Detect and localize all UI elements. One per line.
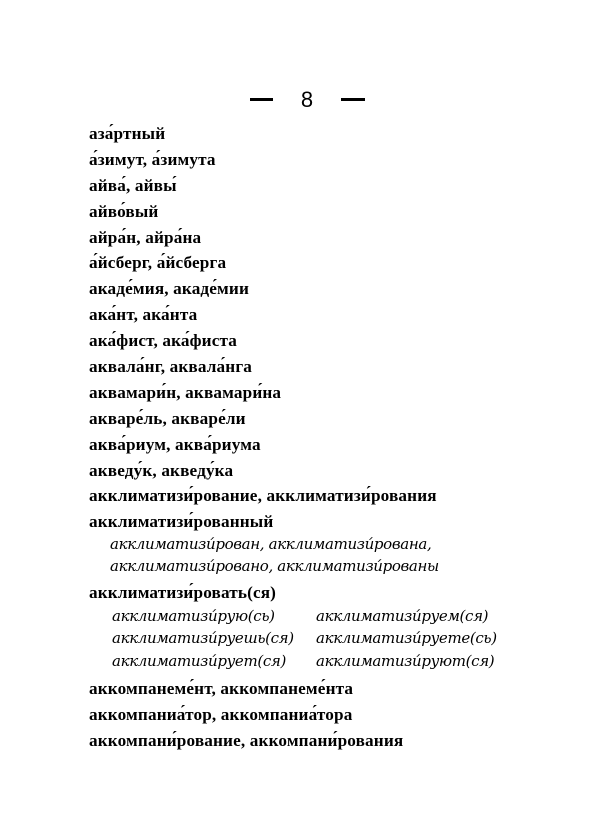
- verb-entry: акклиматизи́ровать(ся): [89, 583, 277, 603]
- dictionary-entry: акаде́мия, акаде́мии: [89, 279, 250, 299]
- conjugation-form: акклиматизи́рует(ся): [112, 651, 286, 670]
- participle-forms: [89, 533, 569, 577]
- dictionary-entry: аккомпани́рование, аккомпани́рования: [89, 730, 404, 750]
- conjugation-form: акклиматизи́руешь(ся): [112, 629, 294, 648]
- dictionary-entry: аза́ртный: [89, 124, 166, 143]
- dictionary-entry: ака́нт, ака́нта: [89, 305, 198, 325]
- dictionary-entry: аквала́нг, аквала́нга: [89, 357, 253, 377]
- left-dash-decoration: [250, 98, 273, 101]
- dictionary-entry: ака́фист, ака́фиста: [89, 331, 238, 351]
- conjugation-form: акклиматизи́руют(ся): [316, 651, 495, 670]
- dictionary-entry: акклиматизи́рование, акклиматизи́рования: [89, 486, 437, 506]
- participle-forms-line: акклиматизи́рован, акклиматизи́рована,: [110, 535, 432, 554]
- dictionary-entry: аква́риум, аква́риума: [89, 434, 261, 454]
- dictionary-entry: аккомпаниа́тор, аккомпаниа́тора: [89, 704, 353, 724]
- dictionary-entry: а́йсберг, а́йсберга: [89, 253, 227, 273]
- conjugation-form: акклиматизи́руем(ся): [316, 607, 489, 626]
- conjugation-form: акклиматизи́рую(сь): [112, 607, 275, 626]
- dictionary-entry: акведу́к, акведу́ка: [89, 460, 234, 480]
- dictionary-entry: айра́н, айра́на: [89, 227, 202, 247]
- conjugation-form: акклиматизи́руете(сь): [316, 629, 497, 648]
- dictionary-entry: акваре́ль, акваре́ли: [89, 408, 246, 428]
- page-header: [0, 86, 614, 114]
- dictionary-entry: айва́, айвы́: [89, 175, 177, 195]
- dictionary-entries: [89, 121, 569, 754]
- dictionary-entry: а́зимут, а́зимута: [89, 149, 216, 169]
- participle-forms-line: акклиматизи́ровано, акклиматизи́рованы: [110, 557, 439, 576]
- right-dash-decoration: [341, 98, 365, 101]
- dictionary-entry: аккомпанеме́нт, аккомпанеме́нта: [89, 679, 354, 699]
- conjugation-table: [89, 605, 569, 672]
- dictionary-entry: айво́вый: [89, 201, 159, 221]
- dictionary-entry: аквамари́н, аквамари́на: [89, 382, 282, 402]
- dictionary-entry: акклиматизи́рованный: [89, 512, 274, 532]
- page-number: 8: [300, 87, 314, 112]
